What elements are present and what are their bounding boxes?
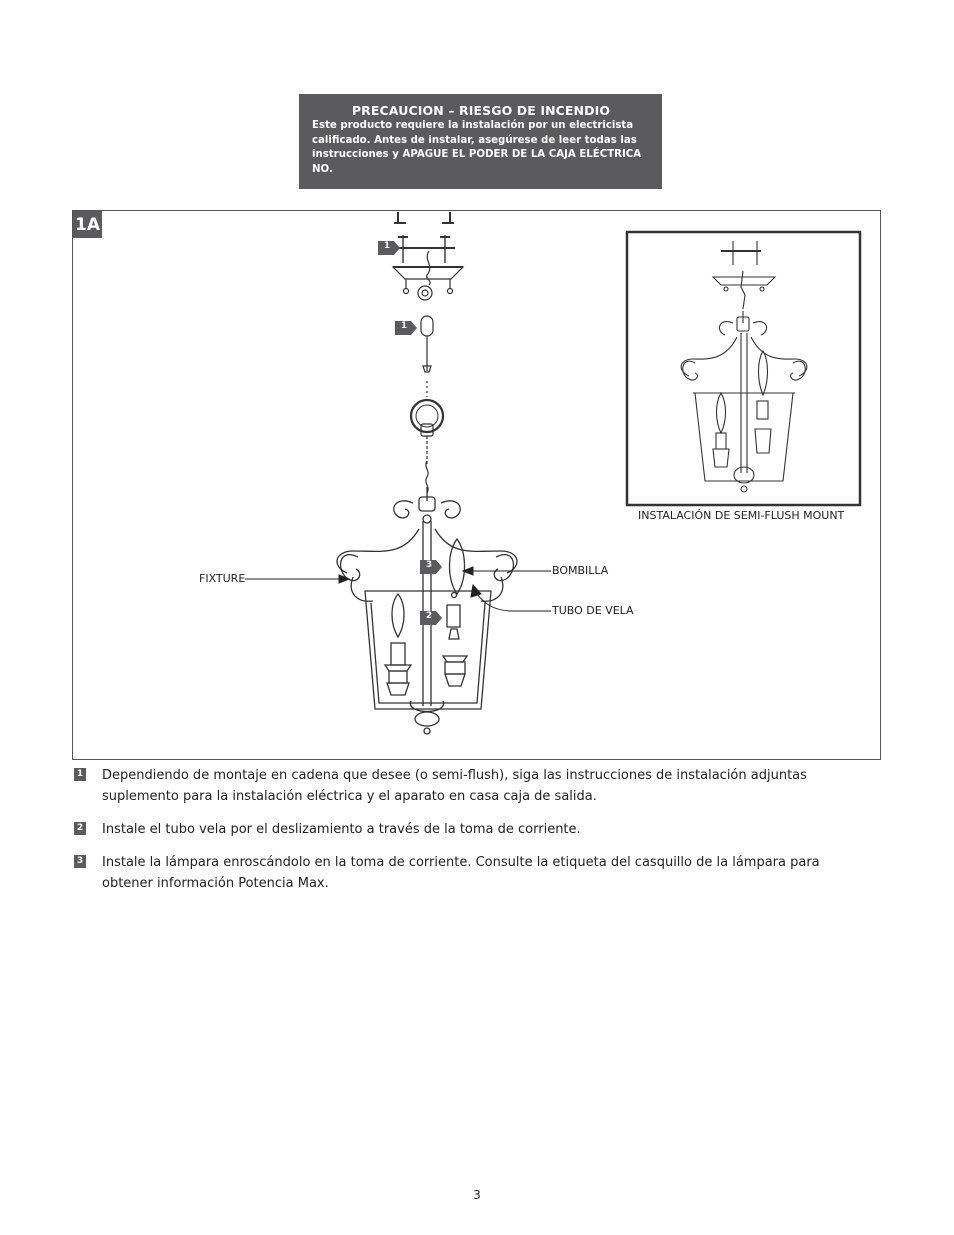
label-fixture: FIXTURE bbox=[199, 572, 246, 585]
label-bombilla: BOMBILLA bbox=[552, 564, 609, 577]
badge-tube: 2 bbox=[425, 611, 433, 621]
step-number: 3 bbox=[74, 855, 86, 868]
ceiling-box bbox=[394, 212, 454, 223]
badge-chain: 1 bbox=[400, 321, 408, 331]
inset-caption: INSTALACIÓN DE SEMI-FLUSH MOUNT bbox=[638, 509, 845, 522]
step-text: Instale el tubo vela por el deslizamiento a través de la toma de corriente. bbox=[102, 822, 581, 837]
callout-arrows bbox=[245, 567, 551, 611]
badge-bulb: 3 bbox=[425, 560, 433, 570]
step-item bbox=[73, 819, 873, 840]
step-number: 1 bbox=[74, 768, 86, 781]
page-number: 3 bbox=[473, 1188, 481, 1202]
step-item bbox=[73, 852, 873, 894]
crossbar-screws bbox=[391, 235, 455, 263]
step-number: 2 bbox=[74, 822, 86, 835]
installation-figure bbox=[72, 210, 881, 760]
warning-title: PRECAUCION – RIESGO DE INCENDIO bbox=[351, 103, 611, 118]
semi-flush-inset bbox=[627, 232, 860, 505]
step-text: Instale la lámpara enroscándolo en la toma de corriente. Consulte la etiqueta del casquillo de la lámpara para obtener información Potencia Max. bbox=[102, 855, 820, 891]
warning-body: Este producto requiere la instalación por un electricista calificado. Antes de instalar, asegúrese de leer todas las instrucciones y APAGUE EL PODER DE LA CAJA ELÉCTRICA NO. bbox=[312, 120, 642, 175]
label-tubo-de-vela: TUBO DE VELA bbox=[552, 604, 634, 617]
step-text: Dependiendo de montaje en cadena que desee (o semi-flush), siga las instrucciones de instalación adjuntas suplemento para la instalación eléctrica y el aparato en casa caja de salida. bbox=[102, 768, 807, 804]
instruction-steps bbox=[73, 765, 873, 906]
fixture-diagram bbox=[73, 211, 882, 761]
badge-canopy: 1 bbox=[383, 241, 391, 251]
chain-section bbox=[411, 316, 443, 493]
step-item bbox=[73, 765, 873, 807]
figure-tag: 1A bbox=[73, 211, 102, 238]
warning-box bbox=[299, 94, 662, 189]
